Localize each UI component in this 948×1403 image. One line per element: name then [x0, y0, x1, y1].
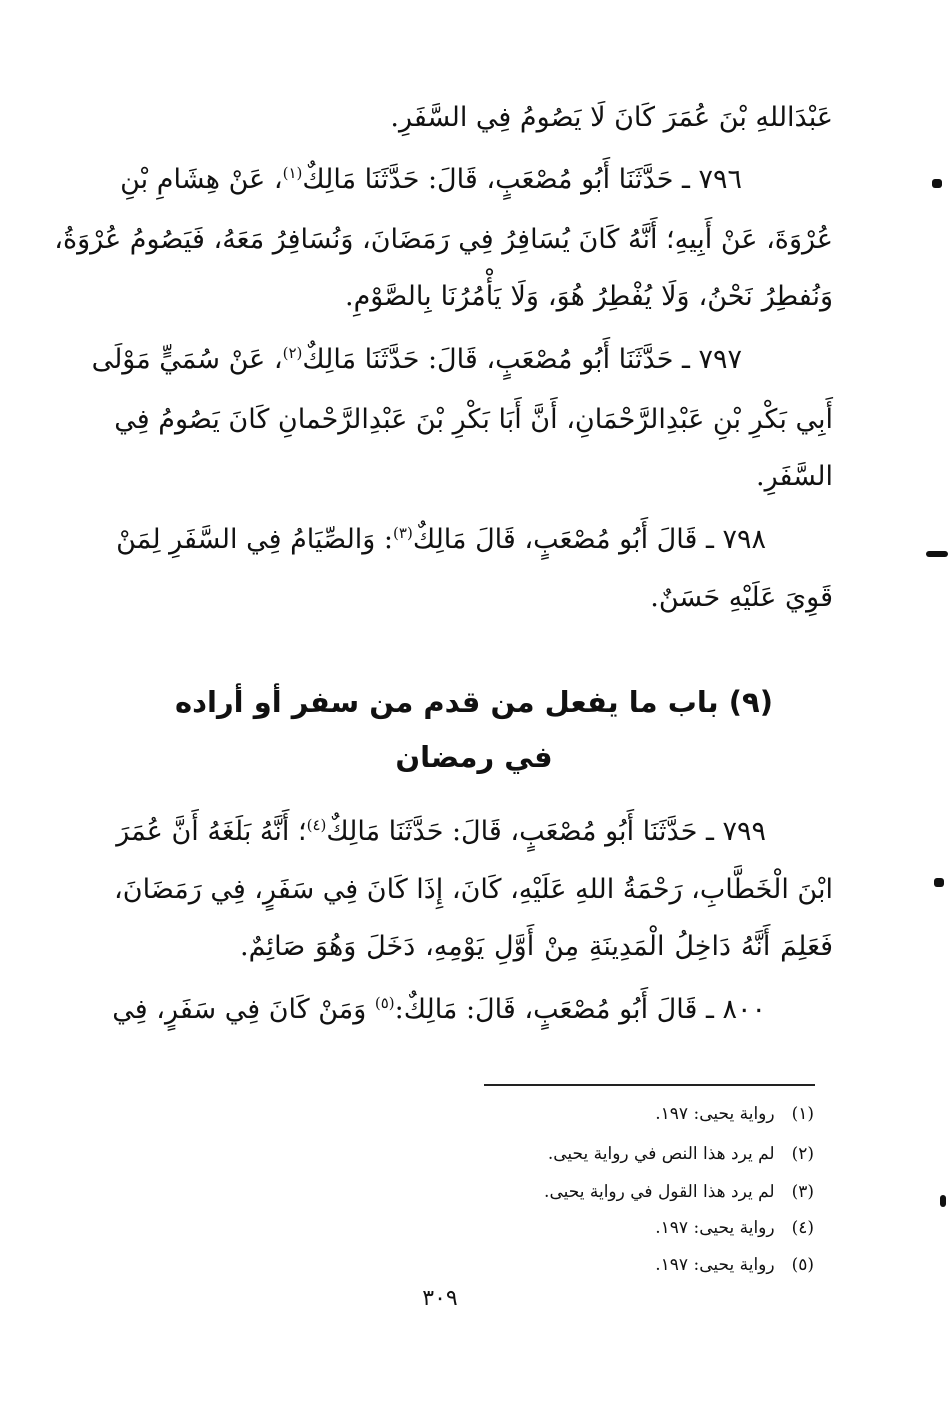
footnote-text: لم يرد هذا القول في رواية يحيى.	[544, 1182, 775, 1202]
footnote-number: (٣)	[791, 1182, 814, 1202]
body-text: : وَالصِّيَامُ فِي السَّفَرِ لِمَنْ	[116, 524, 394, 555]
footnote-number: (٤)	[791, 1218, 814, 1238]
footnote-ref-3[interactable]: (٣)	[393, 524, 413, 542]
body-text: ٧٩٦ ـ حَدَّثَنَا أَبُو مُصْعَبٍ، قَالَ: حَدَّثَنَا مَالِكٌ	[302, 164, 742, 195]
footnote-ref-1[interactable]: (١)	[282, 164, 303, 182]
body-text: ٧٩٩ ـ حَدَّثَنَا أَبُو مُصْعَبٍ، قَالَ: حَدَّثَنَا مَالِكٌ	[326, 816, 766, 847]
scan-edge-mark	[926, 551, 948, 557]
body-text: فَعَلِمَ أَنَّهُ دَاخِلُ الْمَدِينَةِ مِنْ أَوَّلِ يَوْمِهِ، دَخَلَ وَهُوَ صَائِمٌ.	[240, 931, 833, 962]
footnote-2	[314, 1140, 814, 1170]
footnote-ref-5[interactable]: (٥)	[374, 994, 395, 1012]
footnote-text: رواية يحيى: ١٩٧.	[655, 1104, 775, 1124]
body-text: عَبْدَاللهِ بْنَ عُمَرَ كَانَ لَا يَصُومُ فِي السَّفَرِ.	[390, 102, 833, 133]
footnote-text: رواية يحيى: ١٩٧.	[655, 1218, 775, 1238]
scan-edge-mark	[934, 878, 944, 887]
hadith-796-line-1	[120, 160, 742, 202]
body-text: عُرْوَةَ، عَنْ أَبِيهِ؛ أَنَّهُ كَانَ يُسَافِرُ فِي رَمَضَانَ، وَنُسَافِرُ مَعَهُ، فَيَصُومُ عُرْوَةُ،	[54, 224, 833, 255]
chapter-heading-line-2: في رمضان	[395, 740, 553, 774]
body-text: قَوِيَ عَلَيْهِ حَسَنٌ.	[650, 582, 833, 613]
body-text: ، عَنْ سُمَيٍّ مَوْلَى	[91, 344, 283, 375]
body-text: ، عَنْ هِشَامِ بْنِ	[120, 164, 283, 195]
body-text: ٧٩٧ ـ حَدَّثَنَا أَبُو مُصْعَبٍ، قَالَ: حَدَّثَنَا مَالِكٌ	[302, 344, 742, 375]
hadith-797-line-2	[114, 400, 833, 442]
footnote-text: لم يرد هذا النص في رواية يحيى.	[547, 1144, 775, 1164]
scan-edge-mark	[940, 1195, 946, 1207]
hadith-796-line-3	[345, 277, 833, 319]
scan-edge-mark	[932, 179, 942, 188]
hadith-798-line-1	[116, 520, 766, 562]
footnote-3	[314, 1178, 814, 1208]
hadith-799-line-2	[114, 870, 833, 912]
hadith-799-line-3	[240, 927, 833, 969]
hadith-797-line-3	[650, 457, 833, 499]
body-text: وَمَنْ كَانَ فِي سَفَرٍ، فِي	[112, 994, 375, 1025]
page-number: ٣٠٩	[422, 1286, 458, 1311]
body-text: ابْنَ الْخَطَّابِ، رَحْمَةُ اللهِ عَلَيْهِ، كَانَ، إِذَا كَانَ فِي سَفَرٍ، فِي رَمَضَانَ،	[114, 874, 833, 905]
body-text: وَنُفطِرُ نَحْنُ، وَلَا يُفْطِرُ هُوَ، وَلَا يَأْمُرُنَا بِالصَّوْمِ.	[345, 281, 833, 312]
hadith-798-line-2	[560, 578, 833, 620]
hadith-796-line-2	[54, 220, 833, 262]
footnote-ref-4[interactable]: (٤)	[306, 816, 327, 834]
chapter-heading-line-1: (٩) باب ما يفعل من قدم من سفر أو أراده	[175, 685, 773, 719]
body-text: ؛ أَنَّهُ بَلَغَهُ أَنَّ عُمَرَ	[116, 816, 307, 847]
footnote-5	[314, 1251, 814, 1281]
hadith-799-line-1	[116, 812, 766, 854]
footnote-1	[314, 1100, 814, 1130]
body-text: ٧٩٨ ـ قَالَ أَبُو مُصْعَبٍ، قَالَ مَالِكٌ	[412, 524, 766, 555]
footnote-number: (١)	[791, 1104, 814, 1124]
hadith-800-line-1	[112, 990, 766, 1032]
footnote-text: رواية يحيى: ١٩٧.	[655, 1255, 775, 1275]
footnote-number: (٥)	[791, 1255, 814, 1275]
body-text: السَّفَرِ.	[756, 461, 833, 492]
body-line-1	[390, 98, 833, 140]
footnote-4	[314, 1214, 814, 1244]
footnote-separator	[484, 1084, 815, 1086]
footnote-number: (٢)	[791, 1144, 814, 1164]
footnote-ref-2[interactable]: (٢)	[282, 344, 303, 362]
hadith-797-line-1	[91, 340, 742, 382]
body-text: ٨٠٠ ـ قَالَ أَبُو مُصْعَبٍ، قَالَ: مَالِكٌ:	[394, 994, 766, 1025]
body-text: أَبِي بَكْرِ بْنِ عَبْدِالرَّحْمَانِ، أَنَّ أَبَا بَكْرِ بْنَ عَبْدِالرَّحْمانِ كَانَ يَصُومُ فِي	[114, 404, 833, 435]
